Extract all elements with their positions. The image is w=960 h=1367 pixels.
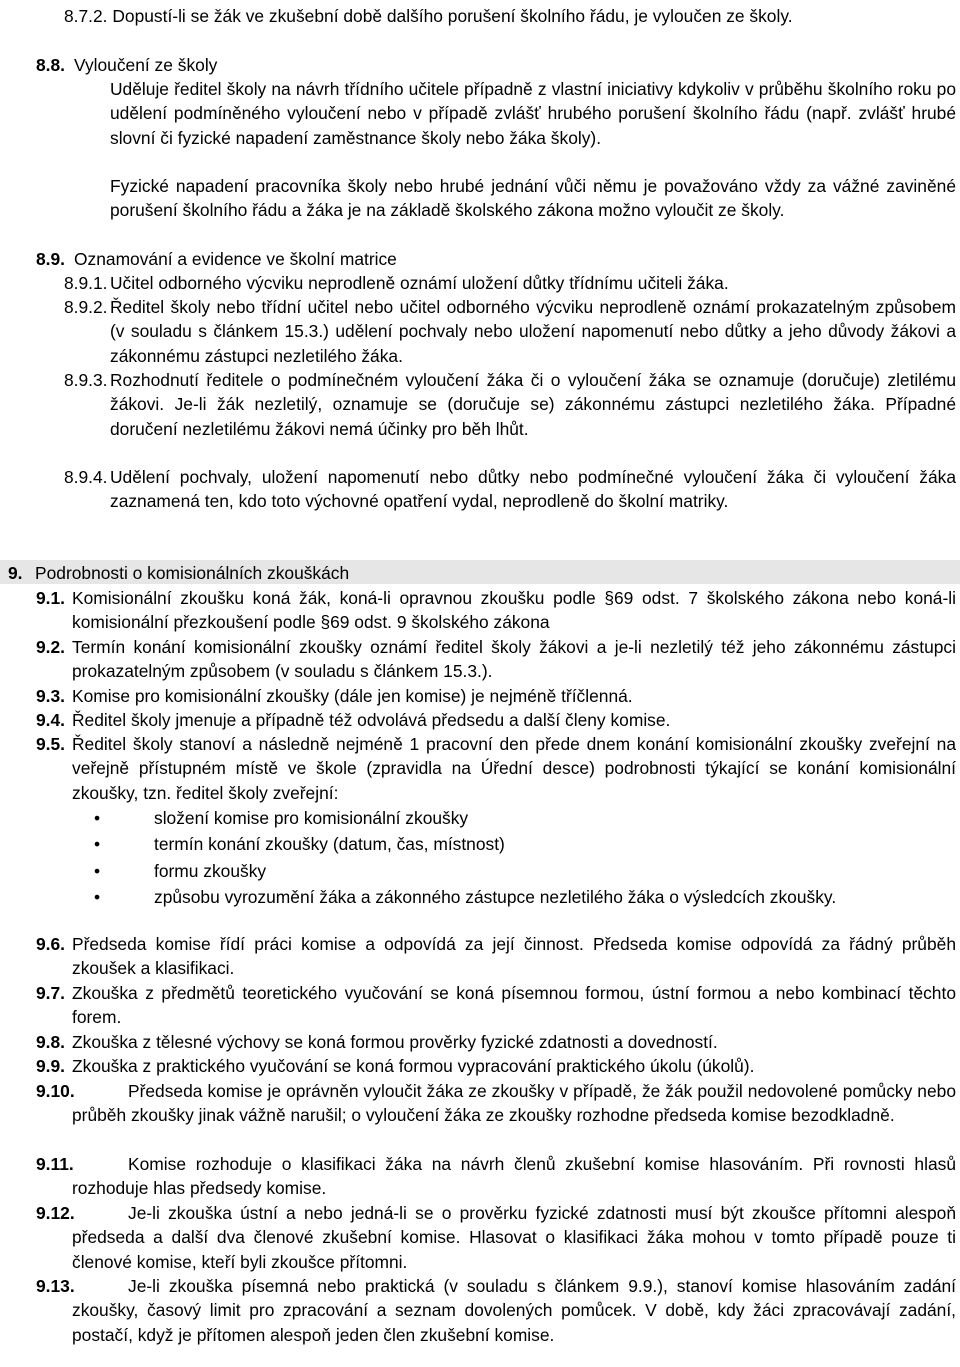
item-number: 9.3. [36,686,66,706]
list-item: • způsobu vyrozumění žáka a zákonného zástupce nezletilého žáka o výsledcích zkoušky. [72,885,956,909]
section-8-8-text2 [110,174,956,223]
item-9-2 [36,635,956,684]
item-text: Ředitel školy nebo třídní učitel nebo učitel odborného výcviku neprodleně oznámí prokazatelným způsobem (v souladu s článkem 15.3.) udělení pochvaly nebo uložení napomenutí nebo důtky a jeho důvody žákovi a zákonnému zástupci nezletilého žáka. [110,297,956,366]
item-text: Předseda komise je oprávněn vyloučit žáka ze zkoušky v případě, že žák použil nedovolené pomůcky nebo průběh zkoušky jinak vážně narušil; o vyloučení žáka ze zkoušky rozhodne předseda komise bezodkladně. [72,1081,956,1126]
paragraph-text: Uděluje ředitel školy na návrh třídního učitele případně z vlastní iniciativy kdykoliv v průběhu školního roku po udělení podmíněného vyloučení nebo v případě zvlášť hrubého porušení školního řádu (např. zvlášť hrubé slovní či fyzické napadení zaměstnance školy nebo žáka školy). [110,79,956,148]
item-9-6 [36,932,956,981]
item-text: Učitel odborného výcviku neprodleně oznámí uložení důtky třídnímu učiteli žáka. [110,273,729,293]
item-9-4 [36,708,956,732]
item-text: Udělení pochvaly, uložení napomenutí nebo důtky nebo podmínečné vyloučení žáka či vyloučení žáka zaznamená ten, kdo toto výchovné opatření vydal, neprodleně do školní matriky. [110,467,956,512]
item-9-9 [36,1054,956,1078]
item-number: 9.7. [36,983,66,1003]
item-9-3 [36,684,956,708]
item-text: Předseda komise řídí práci komise a odpovídá za její činnost. Předseda komise odpovídá za řádný průběh zkoušek a klasifikaci. [72,934,956,979]
item-9-8 [36,1030,956,1054]
item-text: Zkouška z praktického vyučování se koná formou vypracování praktického úkolu (úkolů). [72,1056,755,1076]
item-text: Ředitel školy jmenuje a případně též odvolává předsedu a další členy komise. [72,710,671,730]
item-number: 8.9.3. [64,370,108,390]
section-title: Podrobnosti o komisionálních zkouškách [35,563,350,583]
paragraph-text: Fyzické napadení pracovníka školy nebo hrubé jednání vůči němu je považováno vždy za vážné zaviněné porušení školního řádu a žáka je na základě školského zákona možno vyloučit ze školy. [110,176,956,221]
item-text: Komisionální zkoušku koná žák, koná-li opravnou zkoušku podle §69 odst. 7 školského zákona nebo koná-li komisionální přezkoušení podle §69 odst. 9 školského zákona [72,588,956,633]
item-text: Zkouška z tělesné výchovy se koná formou prověrky fyzické zdatnosti a dovedností. [72,1032,718,1052]
item-9-1 [36,586,956,635]
section-8-9-heading [36,247,956,271]
paragraph-text: 8.7.2. Dopustí-li se žák ve zkušební době dalšího porušení školního řádu, je vyloučen ze školy. [64,6,793,26]
section-8-8-heading [36,53,956,77]
item-number: 9.5. [36,734,66,754]
item-8-9-2 [64,295,956,368]
item-text: Komise pro komisionální zkoušky (dále jen komise) je nejméně tříčlenná. [72,686,633,706]
item-text: Termín konání komisionální zkoušky oznámí ředitel školy žákovi a je-li nezletilý též jeho zákonnému zástupci prokazatelným způsobem (v souladu s článkem 15.3.). [72,637,956,682]
bullet-list [72,806,956,909]
list-item: • složení komise pro komisionální zkoušky [72,806,956,830]
item-number: 9.6. [36,934,66,954]
item-number: 9.12. [36,1203,75,1223]
item-number: 9.1. [36,588,66,608]
item-text: Komise rozhoduje o klasifikaci žáka na návrh členů zkušební komise hlasováním. Při rovnosti hlasů rozhoduje hlas předsedy komise. [72,1154,956,1199]
item-9-10 [36,1079,956,1128]
item-number: 9.2. [36,637,66,657]
item-text: Je-li zkouška písemná nebo praktická (v souladu s článkem 9.9.), stanoví komise hlasováním zadání zkoušky, časový limit pro zpracování a seznam dovolených pomůcek. V době, kdy žáci zpracovávají zadání, postačí, když je přítomen alespoň jeden člen zkušební komise. [72,1276,956,1345]
item-text: Zkouška z předmětů teoretického vyučování se koná písemnou formou, ústní formou a nebo kombinací těchto forem. [72,983,956,1028]
item-9-13 [36,1274,956,1347]
section-8-8-text1 [110,77,956,150]
item-number: 9.11. [36,1154,74,1174]
list-item: • formu zkoušky [72,859,956,883]
item-text: Je-li zkouška ústní a nebo jedná-li se o prověrku fyzické zdatnosti musí být zkoušce přítomni alespoň předseda a další dva členové zkušební komise. Hlasovat o klasifikaci žáka mohou v tomto případě pouze ti členové komise, kteří byli zkoušce přítomni. [72,1203,956,1272]
item-number: 8.9.1. [64,273,108,293]
section-number: 8.8. [36,55,66,75]
section-title: Vyloučení ze školy [74,55,218,75]
item-text: Rozhodnutí ředitele o podmínečném vyloučení žáka či o vyloučení žáka se oznamuje (doručuje) zletilému žákovi. Je-li žák nezletilý, oznamuje se (doručuje se) zákonnému zástupci nezletilého žáka. Případné doručení nezletilému žákovi nemá účinky pro běh lhůt. [110,370,956,439]
item-number: 9.8. [36,1032,66,1052]
item-text: Ředitel školy stanoví a následně nejméně 1 pracovní den přede dnem konání komisionální zkoušky zveřejní na veřejně přístupném místě ve škole (zpravidla na Úřední desce) podrobnosti týkající se konání komisionální zkoušky, tzn. ředitel školy zveřejní: [72,734,956,803]
item-8-9-3 [64,368,956,441]
section-title: Oznamování a evidence ve školní matrice [74,249,397,269]
item-9-11 [36,1152,956,1201]
section-9-heading [8,561,349,585]
item-8-9-1 [64,271,956,295]
item-number: 8.9.2. [64,297,108,317]
section-number: 9. [8,563,23,583]
item-number: 9.10. [36,1081,75,1101]
list-item: • termín konání zkoušky (datum, čas, místnost) [72,832,956,856]
section-number: 8.9. [36,249,66,269]
item-9-7 [36,981,956,1030]
item-9-12 [36,1201,956,1274]
item-number: 8.9.4. [64,467,108,487]
item-8-9-4 [64,465,956,514]
item-number: 9.4. [36,710,66,730]
item-number: 9.13. [36,1276,75,1296]
item-9-5 [36,732,956,805]
paragraph-8-7-2 [64,4,956,28]
item-number: 9.9. [36,1056,66,1076]
